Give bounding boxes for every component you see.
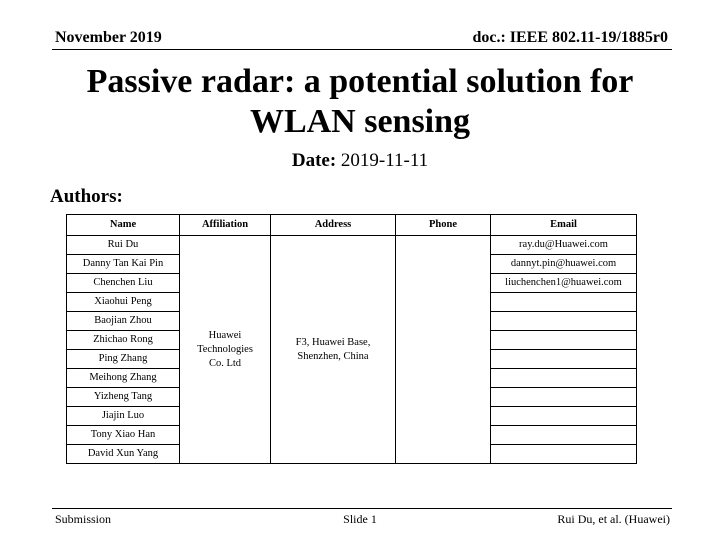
date-line	[0, 150, 720, 172]
author-email-cell	[491, 350, 637, 369]
author-name-cell: Jiajin Luo	[67, 407, 180, 426]
author-name-cell: Zhichao Rong	[67, 331, 180, 350]
authors-table	[66, 214, 637, 464]
author-email-cell	[491, 426, 637, 445]
author-name-cell: Danny Tan Kai Pin	[67, 255, 180, 274]
table-header-row	[67, 215, 637, 236]
column-header-address: Address	[271, 215, 396, 236]
author-rows	[67, 236, 637, 464]
column-header-email: Email	[491, 215, 637, 236]
slide-title	[0, 62, 720, 142]
author-email-cell: dannyt.pin@huawei.com	[491, 255, 637, 274]
date-label: Date:	[291, 150, 337, 171]
author-email-cell	[491, 293, 637, 312]
slide-title-line-1: Passive radar: a potential solution for	[86, 63, 634, 100]
author-name-cell: Yizheng Tang	[67, 388, 180, 407]
column-header-affiliation: Affiliation	[180, 215, 271, 236]
author-email-cell	[491, 445, 637, 464]
date-value: 2019-11-11	[340, 150, 429, 171]
footer-slide-number: Slide 1	[343, 512, 377, 526]
author-name-cell: Meihong Zhang	[67, 369, 180, 388]
footer-submission: Submission	[55, 512, 112, 526]
address-cell: F3, Huawei Base, Shenzhen, China	[271, 236, 396, 464]
author-name-cell: Xiaohui Peng	[67, 293, 180, 312]
author-name-cell: Chenchen Liu	[67, 274, 180, 293]
author-email-cell	[491, 388, 637, 407]
author-email-cell	[491, 369, 637, 388]
column-header-name: Name	[67, 215, 180, 236]
header-doc-id: doc.: IEEE 802.11-19/1885r0	[472, 29, 668, 46]
author-email-cell: ray.du@Huawei.com	[491, 236, 637, 255]
author-name-cell: Tony Xiao Han	[67, 426, 180, 445]
author-name-cell: Baojian Zhou	[67, 312, 180, 331]
table-row	[67, 236, 637, 255]
author-name-cell: David Xun Yang	[67, 445, 180, 464]
footer-rule	[52, 508, 672, 509]
column-header-phone: Phone	[396, 215, 491, 236]
authors-label: Authors:	[50, 186, 123, 207]
author-email-cell: liuchenchen1@huawei.com	[491, 274, 637, 293]
slide-title-line-2: WLAN sensing	[249, 103, 471, 140]
header-date: November 2019	[55, 29, 162, 46]
author-name-cell: Rui Du	[67, 236, 180, 255]
footer-authors: Rui Du, et al. (Huawei)	[557, 512, 670, 526]
phone-cell	[396, 236, 491, 464]
affiliation-cell: Huawei Technologies Co. Ltd	[180, 236, 271, 464]
author-email-cell	[491, 331, 637, 350]
author-email-cell	[491, 407, 637, 426]
header-rule	[52, 49, 672, 50]
author-name-cell: Ping Zhang	[67, 350, 180, 369]
author-email-cell	[491, 312, 637, 331]
